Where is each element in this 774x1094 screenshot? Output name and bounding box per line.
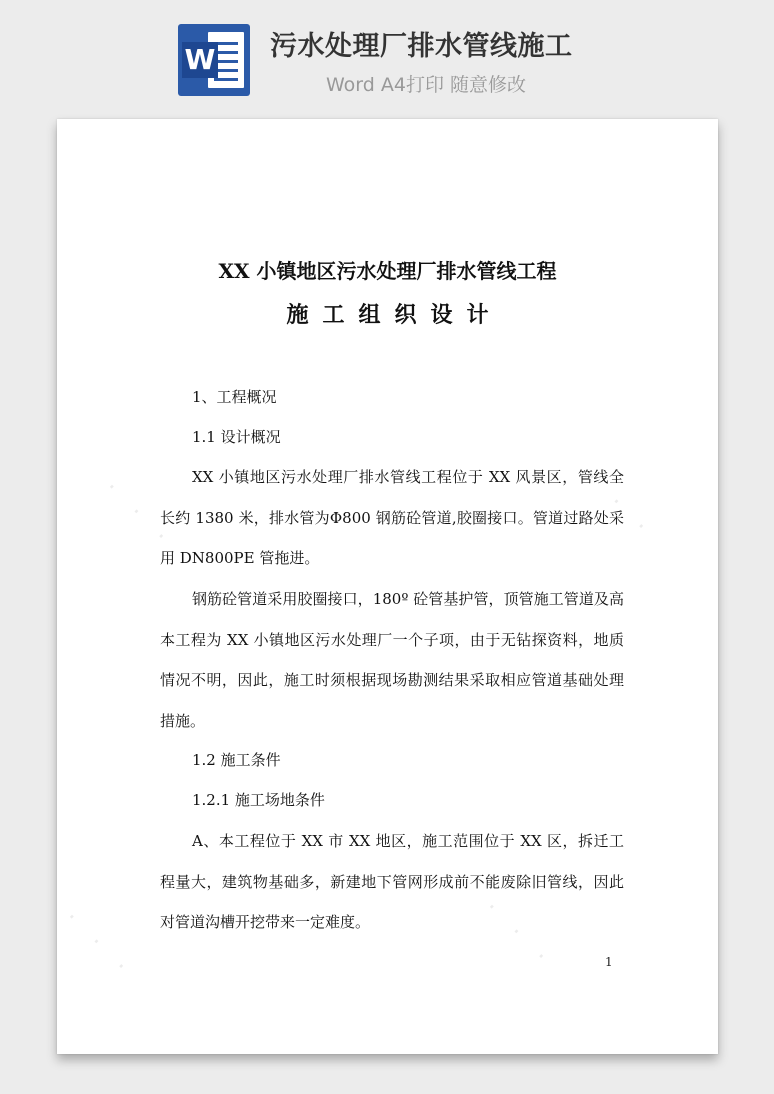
banner-subtitle: Word A4打印 随意修改 — [326, 74, 527, 96]
word-icon-letter: W — [182, 42, 218, 78]
section-heading-1: 1、工程概况 — [192, 388, 277, 406]
section-heading-1-2: 1.2 施工条件 — [192, 751, 281, 769]
document-title: XX 小镇地区污水处理厂排水管线工程 — [218, 259, 557, 283]
page-number: 1 — [605, 955, 613, 969]
watermark: · · · — [479, 894, 557, 972]
document-page — [57, 119, 718, 1054]
watermark: · · · — [59, 904, 137, 982]
paragraph-2: 钢筋砼管道采用胶圈接口，180º 砼管基护管，顶管施工管道及高本工程为 XX 小镇地区污水处理厂一个子项，由于无钻探资料，地质情况不明，因此，施工时须根据现场勘测结果采取相应管道基础处理措施。 — [160, 590, 624, 730]
paragraph-1: XX 小镇地区污水处理厂排水管线工程位于 XX 风景区，管线全长约 1380 米，排水管为Φ800 钢筋砼管道,胶圈接口。管道过路处采用 DN800PE 管拖进。 — [160, 468, 624, 567]
section-heading-1-2-1: 1.2.1 施工场地条件 — [192, 791, 325, 809]
paragraph-3: A、本工程位于 XX 市 XX 地区，施工范围位于 XX 区，拆迁工程量大，建筑物基础多，新建地下管网形成前不能废除旧管线，因此对管道沟槽开挖带来一定难度。 — [160, 832, 624, 931]
watermark: · · · — [579, 464, 657, 542]
word-doc-icon — [178, 24, 250, 96]
document-subtitle: 施工组织设计 — [286, 302, 503, 328]
section-heading-1-1: 1.1 设计概况 — [192, 428, 281, 446]
header-banner — [0, 0, 774, 110]
watermark: · · · — [99, 474, 177, 552]
banner-title: 污水处理厂排水管线施工 — [270, 31, 573, 62]
